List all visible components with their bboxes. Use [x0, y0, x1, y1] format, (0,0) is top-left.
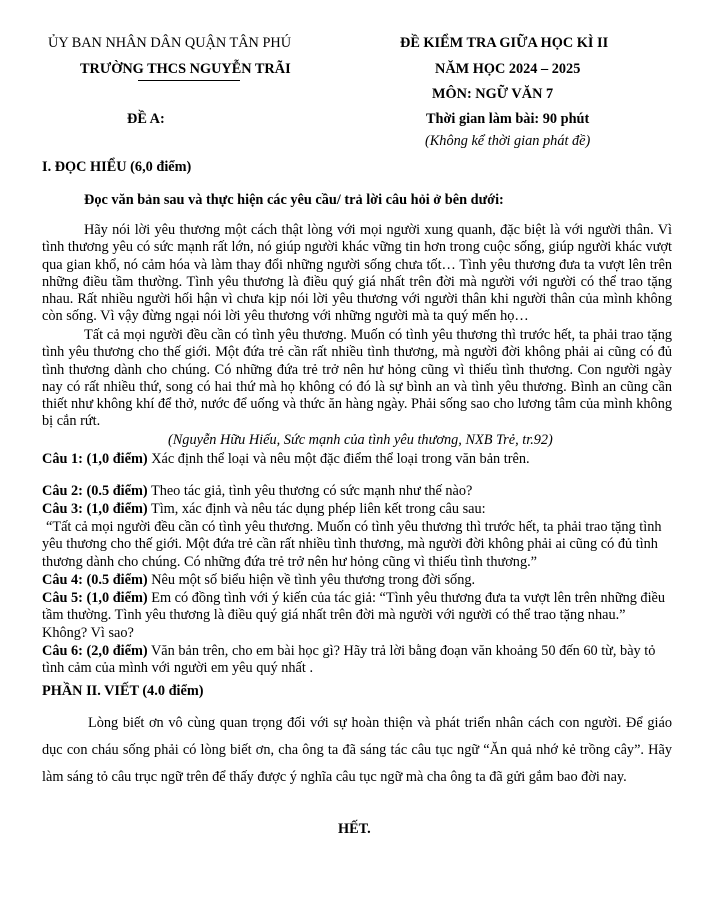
header-subject: MÔN: NGỮ VĂN 7: [432, 86, 554, 102]
exam-variant-label: ĐỀ A:: [127, 111, 165, 127]
question-1: [42, 451, 672, 468]
question-4: [42, 572, 672, 589]
passage-paragraph-2: Tất cả mọi người đều cần có tình yêu thương. Muốn có tình yêu thương thì trước hết, ta phải trao tặng tình yêu thương cho thế giới. Một đứa trẻ cần rất nhiều tình thương, mà người đời không phải ai cũng có đủ tình thương dành cho chúng. Có những đứa trẻ trở nên hư hỏng cũng vì thiếu tình thương. Con người ngày nay có rất nhiều thứ, song có hai thứ mà họ không có đó là sự bình an và tình yêu thương. Bình an cũng cần thiết như không khí để thở, nước để uống và thức ăn hàng ngày. Phải sống sao cho lương tâm của mình không bị cắn rứt.: [42, 327, 672, 430]
part2-prompt: Lòng biết ơn vô cùng quan trọng đối với sự hoàn thiện và phát triển nhân cách con người. Để giáo dục con cháu sống phải có lòng biết ơn, cha ông ta đã sáng tác câu tục ngữ “Ăn quả nhớ kẻ trồng cây”. Hãy làm sáng tỏ câu trục ngữ trên để thấy được ý nghĩa câu tục ngữ mà cha ông ta đã gửi gắm bao đời nay.: [42, 715, 672, 785]
header-underline: [138, 80, 240, 81]
part2-title: PHẦN II. VIẾT (4.0 điểm): [42, 683, 204, 699]
question-label: Câu 1: (1,0 điểm): [42, 451, 148, 467]
question-text: Theo tác giả, tình yêu thương có sức mạnh như thế nào?: [147, 483, 473, 499]
exam-duration-note: (Không kể thời gian phát đề): [425, 133, 591, 149]
question-label: Câu 5: (1,0 điểm): [42, 590, 148, 606]
header-school-year: NĂM HỌC 2024 – 2025: [435, 61, 581, 77]
question-3-quote: “Tất cả mọi người đều cần có tình yêu thương. Muốn có tình yêu thương thì trước hết, ta phải trao tặng tình yêu thương cho thế giới. Một đứa trẻ cần rất nhiều tình thương, mà người đời không phải ai cũng có đủ tình thương dành cho chúng. Có những đứa trẻ trở nên hư hỏng cũng vì thiếu tình thương.”: [42, 519, 662, 570]
question-text: Nêu một số biểu hiện về tình yêu thương trong đời sống.: [147, 572, 476, 588]
question-label: Câu 4: (0.5 điểm): [42, 572, 148, 588]
passage-paragraph-1: Hãy nói lời yêu thương một cách thật lòng với mọi người xung quanh, đặc biệt là với người thân. Vì tình thương yêu có sức mạnh rất lớn, nó giúp người khác vững tin hơn trong cuộc sống, giúp người khác vượt qua gian khổ, nó cảm hóa và làm thay đổi những người sống chưa tốt… Tình yêu thương đưa ta vượt lên trên những điều tầm thường. Tình yêu thương là điều quý giá nhất trên đời mà người với người có thể trao tặng nhau. Rất nhiều người hối hận vì chưa kịp nói lời yêu thương với người thân khi người thân của mình không còn sống. Vì vậy đừng ngại nói lời yêu thương với những người mà ta quý mến họ…: [42, 222, 672, 325]
question-text: Tìm, xác định và nêu tác dụng phép liên kết trong câu sau:: [147, 501, 486, 517]
question-5: [42, 590, 672, 642]
part1-instruction: Đọc văn bản sau và thực hiện các yêu cầu/ trả lời câu hỏi ở bên dưới:: [84, 192, 504, 208]
header-exam-title: ĐỀ KIỂM TRA GIỮA HỌC KÌ II: [400, 35, 609, 51]
question-label: Câu 2: (0.5 điểm): [42, 483, 148, 499]
exam-duration: Thời gian làm bài: 90 phút: [426, 111, 590, 127]
question-6: [42, 643, 672, 678]
part1-title: I. ĐỌC HIỂU (6,0 điểm): [42, 159, 192, 175]
header-school: TRƯỜNG THCS NGUYỄN TRÃI: [80, 61, 291, 77]
question-text: Em có đồng tình với ý kiến của tác giả: “Tình yêu thương đưa ta vượt lên trên những điều tầm thường. Tình yêu thương là điều quý giá nhất trên đời mà người với người có thể trao tặng nhau.” Không? Vì sao?: [42, 590, 666, 641]
question-label: Câu 3: (1,0 điểm): [42, 501, 148, 517]
question-3: [42, 501, 672, 518]
passage-source: (Nguyễn Hữu Hiếu, Sức mạnh của tình yêu thương, NXB Trẻ, tr.92): [168, 432, 553, 448]
question-label: Câu 6: (2,0 điểm): [42, 643, 148, 659]
question-2: [42, 483, 672, 500]
header-committee: ỦY BAN NHÂN DÂN QUẬN TÂN PHÚ: [48, 35, 292, 51]
end-marker: HẾT.: [338, 821, 371, 837]
question-text: Xác định thể loại và nêu một đặc điểm thể loại trong văn bản trên.: [147, 451, 530, 467]
question-text: Văn bản trên, cho em bài học gì? Hãy trả lời bằng đoạn văn khoảng 50 đến 60 từ, bày tỏ tình cảm của mình với người em yêu quý nhất .: [42, 643, 656, 677]
